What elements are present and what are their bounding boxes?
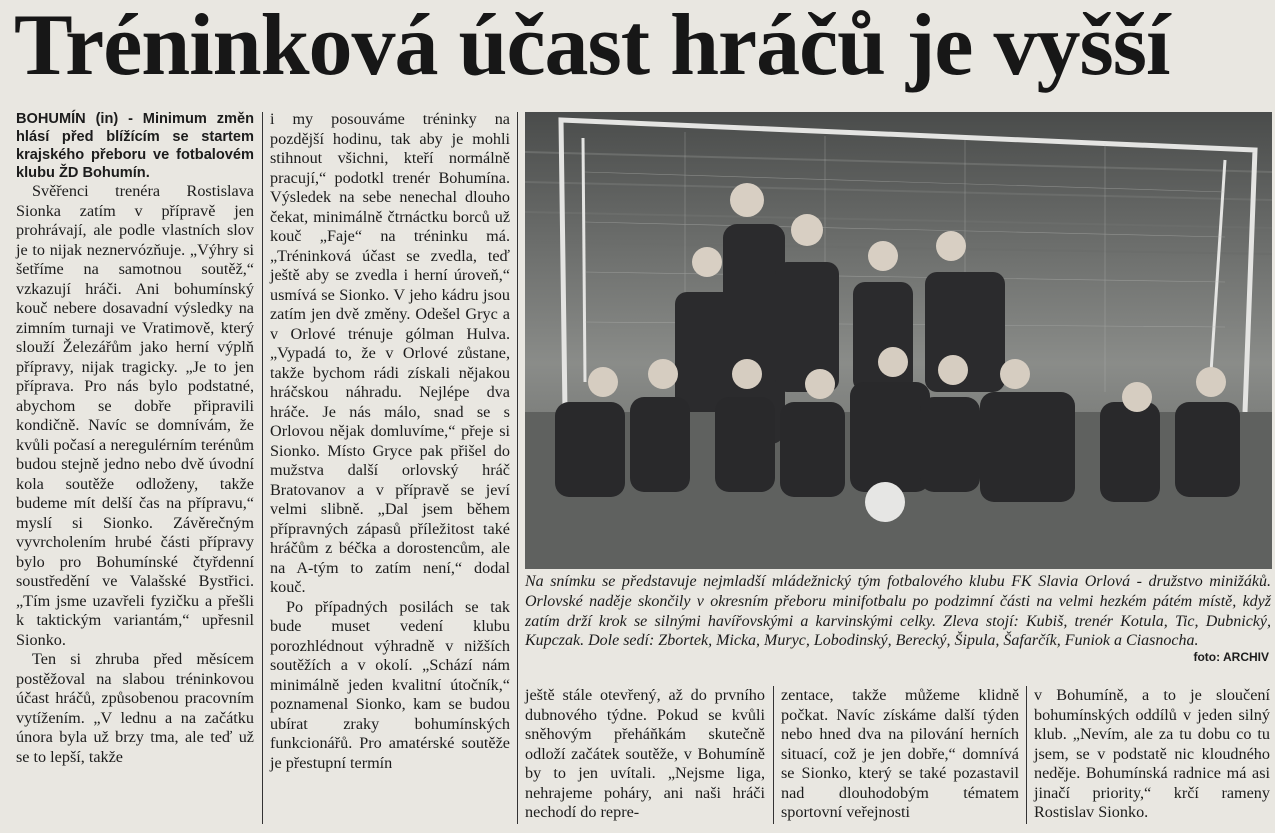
- column-divider: [517, 112, 518, 824]
- team-photo: [525, 112, 1272, 569]
- article-column-4: [781, 686, 1019, 823]
- column-divider: [773, 686, 774, 824]
- column-divider: [262, 112, 263, 824]
- article-column-2: [270, 110, 510, 773]
- article-column-5: [1034, 686, 1270, 823]
- body-paragraph: Ten si zhruba před měsícem postěžoval na slabou tréninkovou účast hráčů, způsobenou pracovním vytížením. „V lednu a na začátku února byla už brzy tma, ale teď už se to lepší, takže: [16, 650, 254, 766]
- body-paragraph: zentace, takže můžeme klidně počkat. Navíc získáme další týden nebo hned dva na pilování herních situací, což je jen dobře,“ domnívá se Sionko, který se také pozastavil nad dlouhodobým tématem sportovní veřejnosti: [781, 686, 1019, 821]
- body-paragraph: i my posouváme tréninky na pozdější hodinu, tak aby je mohli stihnout všichni, kteří normálně pracují,“ podotkl trenér Bohumína. Výsledek na sebe nenechal dlouho čekat, minimálně čtrnáctku borců už kouč „Faje“ na tréninku má. „Tréninková účast se zvedla, teď ještě aby se zvedla i herní úroveň,“ usmívá se Sionko. V jeho kádru jsou zatím jen dvě změny. Odešel Gryc a v Orlové trénuje gólman Hulva. „Vypadá to, že v Orlové zůstane, takže bychom rádi získali nějakou hráčskou náhradu. Nejlépe dva hráče. Je nás málo, snad se s Orlovou nějak domluvíme,“ přeje si Sionko. Místo Gryce pak přišel do mužstva další orlovský hráč Bratovanov a v přípravě se jeví velmi slibně. „Dal jsem během přípravných zápasů příležitost také hráčům z béčka a dorostencům, ale na A-tým to zatím není,“ dodal kouč.: [270, 110, 510, 596]
- team-photo-image: [525, 112, 1272, 569]
- body-paragraph: ještě stále otevřený, až do prvního dubnového týdne. Pokud se kvůli sněhovým přeháňkám skutečně odloží začátek soutěže, v Bohumíně by to jen uvítali. „Nejsme liga, nehrajeme poháry, ani naši hráči nechodí do repre-: [525, 686, 765, 821]
- lead-paragraph: BOHUMÍN (in) - Minimum změn hlásí před blížícím se startem krajského přeboru ve fotbalovém klubu ŽD Bohumín.: [16, 111, 254, 181]
- photo-credit: foto: ARCHIV: [1193, 650, 1269, 664]
- column-divider: [1026, 686, 1027, 824]
- article-column-3: [525, 686, 765, 823]
- article-column-1: [16, 110, 254, 767]
- body-paragraph: Po případných posilách se tak bude muset vedení klubu porozhlédnout výhradně v nižších soutěžích a v okolí. „Schází nám minimálně jeden kvalitní útočník,“ poznamenal Sionko, kam se budou ubírat zraky bohumínských funkcionářů. Pro amatérské soutěže je přestupní termín: [270, 597, 510, 772]
- body-paragraph: Svěřenci trenéra Rostislava Sionka zatím v přípravě jen prohrávají, ale podle vlastních slov je to nijak neznervózňuje. „Výhry si šetříme na samotnou soutěž,“ vzkazují hráči. Ani bohumínský kouč nebere dosavadní výsledky na zimním turnaji ve Vratimově, který slouží Železářům jako herní výplň přípravy, nijak tragicky. „Je to jen příprava. Pro nás bylo podstatné, abychom se dobře připravili kondičně. Navíc se domnívám, že kvůli počasí a neregulérním terénům budou stejně jedno nebo dvě úvodní kola soutěže odloženy, takže budeme mít delší čas na přípravu,“ myslí si Sionko. Závěrečným vyvrcholením hrubé části přípravy bylo pro Bohumínské čtyřdenní soustředění ve Valašské Bystřici. „Tím jsme uzavřeli fyzičku a přešli k taktickým variantám,“ upřesnil Sionko.: [16, 182, 254, 649]
- body-paragraph: v Bohumíně, a to je sloučení bohumínských oddílů v jeden silný klub. „Nevím, ale za tu dobu co tu jsem, se v podstatě nic kloudného neděje. Bohumínská radnice má asi jinačí priority,“ krčí rameny Rostislav Sionko.: [1034, 686, 1270, 821]
- headline: Tréninková účast hráčů je vyšší: [14, 0, 1170, 94]
- photo-caption: Na snímku se představuje nejmladší mládežnický tým fotbalového klubu FK Slavia Orlová - družstvo minižáků. Orlovské naděje skončily v okresním přeboru minifotbalu po podzimní části na velmi hezkém pátém místě, když zatím drží krok se silnými havířovskými a karvinskými celky. Zleva stojí: Kubiš, trenér Kotula, Tic, Dubnický, Kupczak. Dole sedí: Zbortek, Micka, Muryc, Lobodinský, Berecký, Šipula, Šafarčík, Funiok a Ciasnocha.: [525, 573, 1271, 650]
